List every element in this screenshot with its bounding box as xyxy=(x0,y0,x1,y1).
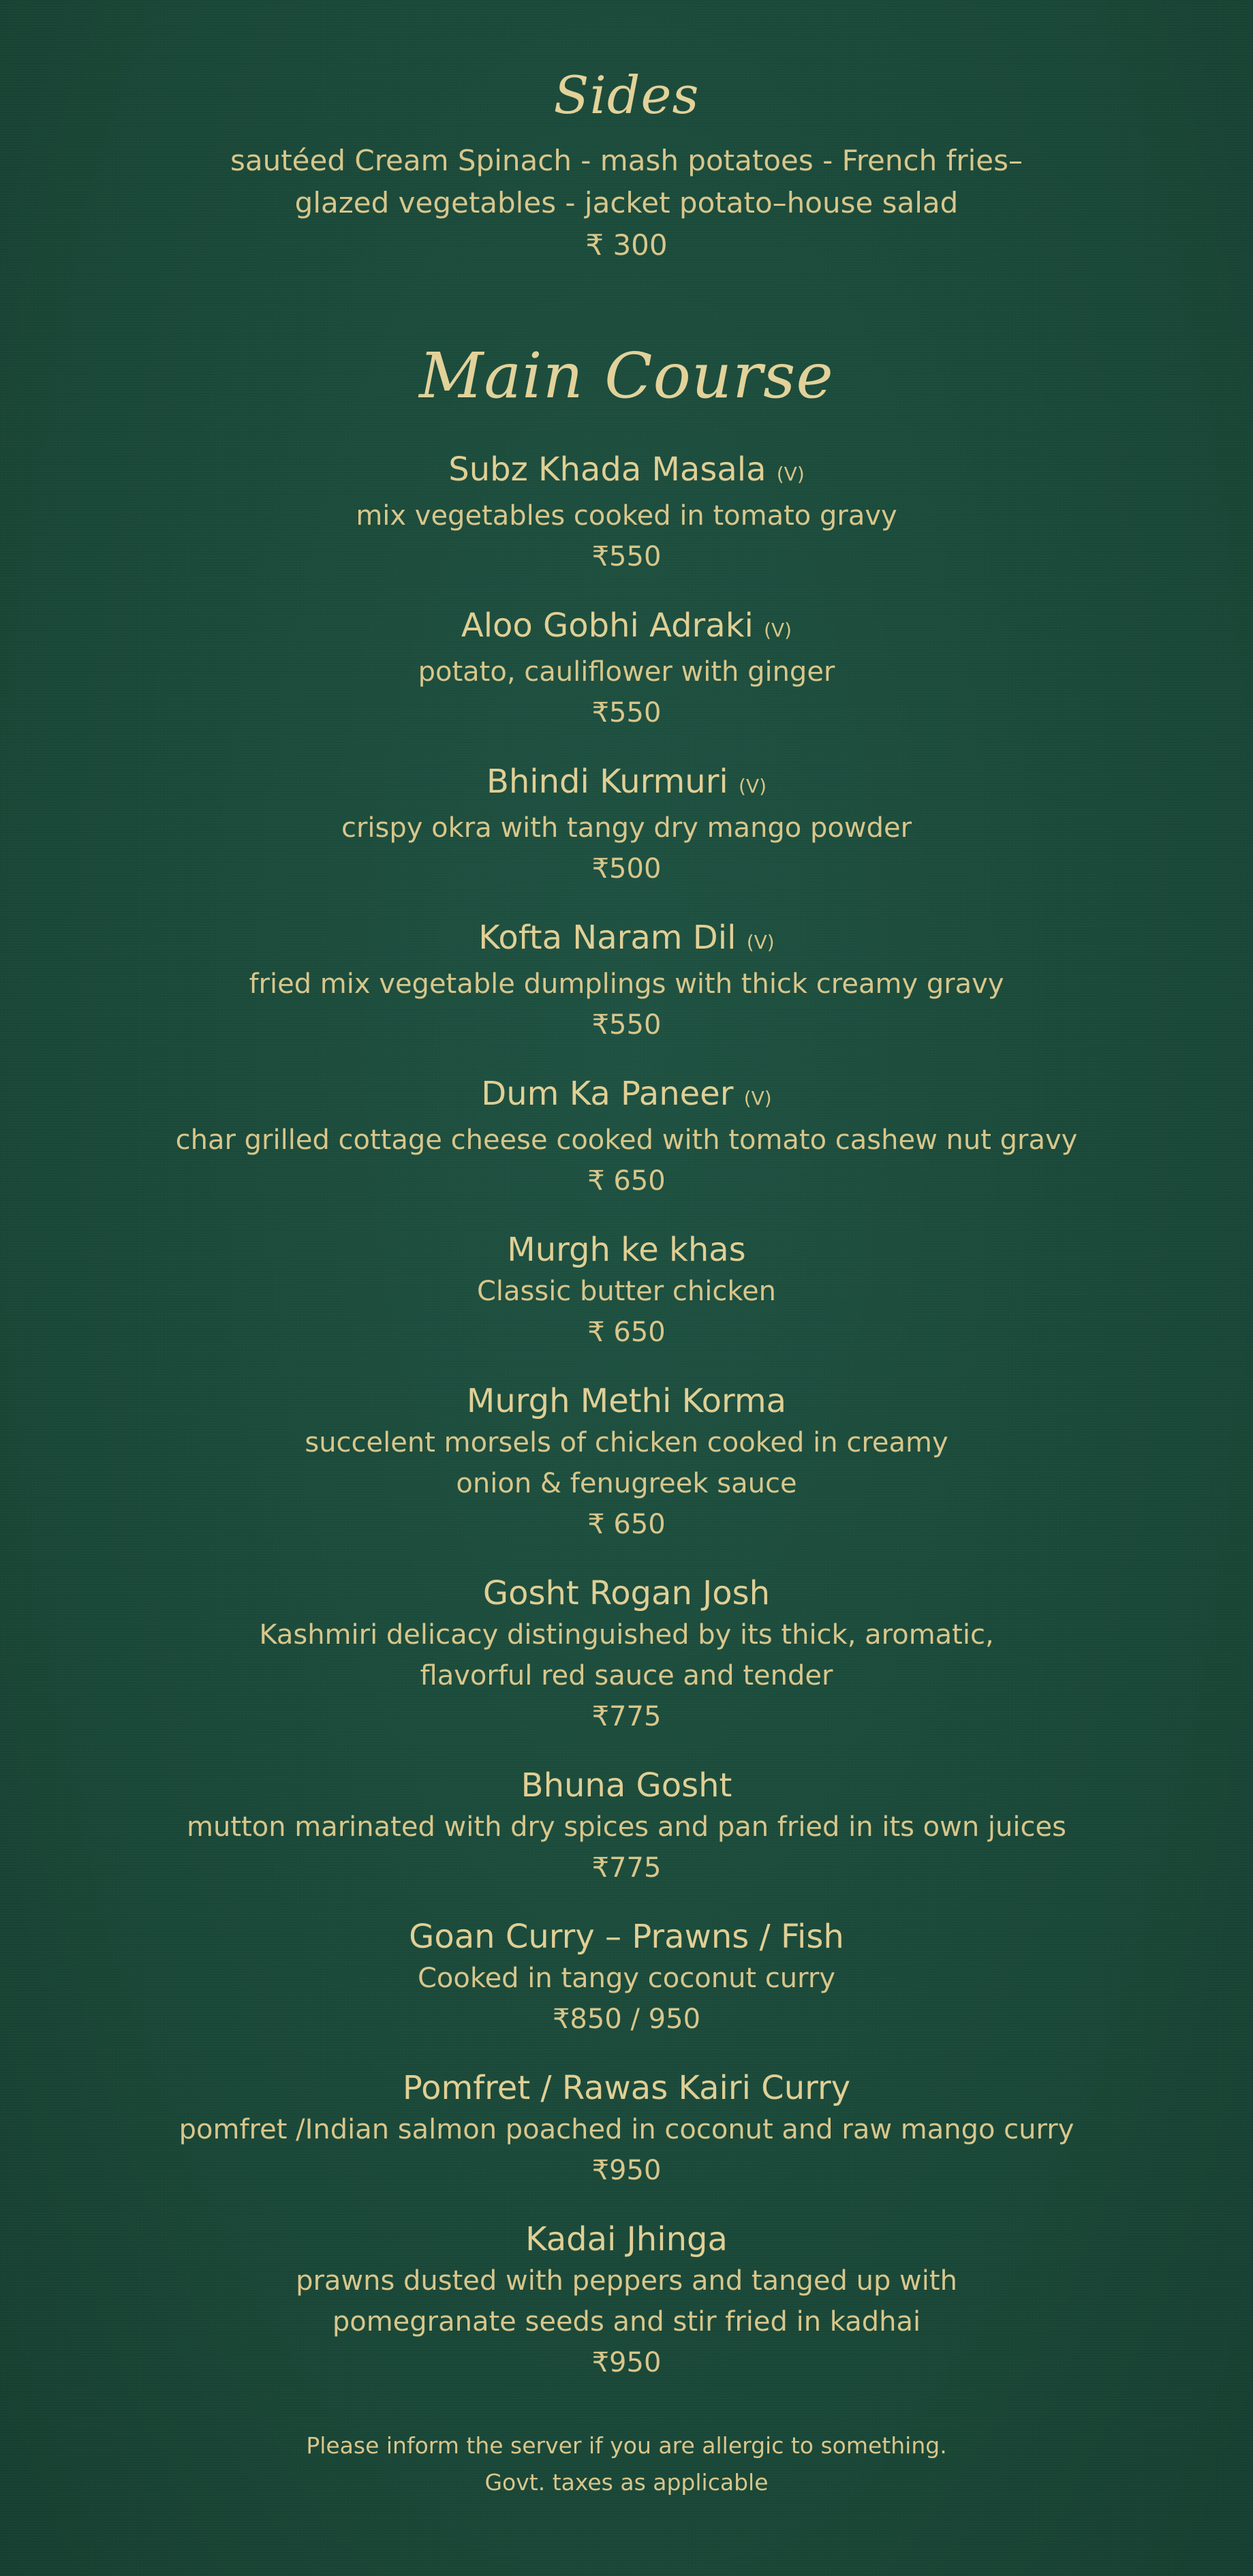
sides-heading: Sides xyxy=(553,65,700,125)
vegetarian-tag: (V) xyxy=(776,463,805,485)
menu-item-description: pomegranate seeds and stir fried in kadhai xyxy=(332,2306,921,2337)
menu-item-price: ₹775 xyxy=(591,1852,662,1884)
menu-item xyxy=(0,1572,1253,1737)
menu-item-description: Kashmiri delicacy distinguished by its thick, aromatic, xyxy=(259,1619,994,1651)
menu-item-title xyxy=(0,2218,1253,2260)
menu-item-name: Murgh ke khas xyxy=(507,1231,746,1269)
main-course-list xyxy=(0,448,1253,2410)
menu-item-description: Classic butter chicken xyxy=(476,1276,777,1307)
menu-item xyxy=(0,604,1253,733)
menu-item-description: char grilled cottage cheese cooked with tomato cashew nut gravy xyxy=(175,1124,1078,1156)
menu-item-price: ₹950 xyxy=(591,2347,662,2378)
menu-item-name: Murgh Methi Korma xyxy=(466,1382,787,1420)
tax-note: Govt. taxes as applicable xyxy=(484,2469,769,2496)
menu-item-description: pomfret /Indian salmon poached in coconut and raw mango curry xyxy=(179,2114,1074,2145)
menu-item-price: ₹550 xyxy=(591,1009,662,1041)
menu-item-description: flavorful red sauce and tender xyxy=(420,1660,833,1691)
menu-item-description: Cooked in tangy coconut curry xyxy=(417,1963,836,1994)
main-course-heading: Main Course xyxy=(419,339,834,412)
menu-item-description: crispy okra with tangy dry mango powder xyxy=(341,812,912,844)
allergy-note: Please inform the server if you are allergic to something. xyxy=(306,2432,947,2459)
menu-item-price: ₹550 xyxy=(591,697,662,729)
menu-item-name: Goan Curry – Prawns / Fish xyxy=(409,1918,844,1956)
menu-item-price: ₹850 / 950 xyxy=(552,2004,701,2035)
menu-item xyxy=(0,761,1253,889)
menu-item-title xyxy=(0,1916,1253,1958)
menu-item-name: Pomfret / Rawas Kairi Curry xyxy=(402,2069,851,2107)
menu-item-description: potato, cauliflower with ginger xyxy=(418,656,835,688)
menu-item-name: Kadai Jhinga xyxy=(525,2220,728,2258)
menu-item xyxy=(0,448,1253,577)
menu-item-price: ₹950 xyxy=(591,2155,662,2186)
menu-item-title xyxy=(0,917,1253,964)
menu-item-title xyxy=(0,1073,1253,1120)
sides-line: glazed vegetables - jacket potato–house salad xyxy=(294,186,959,219)
menu-item-title xyxy=(0,1229,1253,1271)
sides-price: ₹ 300 xyxy=(585,228,668,262)
menu-item-title xyxy=(0,604,1253,651)
menu-item-description: mutton marinated with dry spices and pan fried in its own juices xyxy=(187,1811,1066,1843)
menu-item-description: fried mix vegetable dumplings with thick creamy gravy xyxy=(249,968,1004,1000)
sides-line: sautéed Cream Spinach - mash potatoes - French fries– xyxy=(230,144,1023,177)
menu-item-title xyxy=(0,761,1253,808)
menu-item-title xyxy=(0,448,1253,495)
menu-item xyxy=(0,917,1253,1045)
menu-item-title xyxy=(0,1764,1253,1807)
menu-item-price: ₹500 xyxy=(591,853,662,885)
menu-item xyxy=(0,1073,1253,1201)
menu-item-name: Kofta Naram Dil xyxy=(478,919,737,957)
vegetarian-tag: (V) xyxy=(746,931,775,953)
menu-item xyxy=(0,1380,1253,1545)
menu-item-price: ₹ 650 xyxy=(587,1317,666,1348)
menu-item-price: ₹ 650 xyxy=(587,1509,666,1540)
menu-item-description: onion & fenugreek sauce xyxy=(456,1468,797,1499)
vegetarian-tag: (V) xyxy=(743,1087,772,1109)
menu-item xyxy=(0,1229,1253,1353)
menu-item xyxy=(0,1916,1253,2040)
vegetarian-tag: (V) xyxy=(764,619,792,641)
menu-item-name: Dum Ka Paneer xyxy=(481,1075,734,1113)
menu-item-name: Bhindi Kurmuri xyxy=(486,763,728,801)
menu-item-description: mix vegetables cooked in tomato gravy xyxy=(356,500,897,532)
menu-item-name: Subz Khada Masala xyxy=(448,450,767,489)
menu-item-name: Aloo Gobhi Adraki xyxy=(461,607,754,645)
menu-item-name: Gosht Rogan Josh xyxy=(482,1574,771,1612)
menu-item xyxy=(0,1764,1253,1888)
menu-item-title xyxy=(0,1380,1253,1422)
menu-item-title xyxy=(0,1572,1253,1614)
menu-item-name: Bhuna Gosht xyxy=(521,1766,732,1805)
menu-item xyxy=(0,2067,1253,2191)
menu-item-description: succelent morsels of chicken cooked in creamy xyxy=(305,1427,948,1458)
menu-item-description: prawns dusted with peppers and tanged up with xyxy=(296,2265,957,2297)
vegetarian-tag: (V) xyxy=(739,775,767,797)
menu-item xyxy=(0,2218,1253,2383)
menu-item-price: ₹775 xyxy=(591,1701,662,1732)
menu-item-price: ₹ 650 xyxy=(587,1165,666,1197)
menu-item-price: ₹550 xyxy=(591,541,662,572)
menu-item-title xyxy=(0,2067,1253,2109)
footer-note xyxy=(0,2427,1253,2501)
sides-description xyxy=(0,140,1253,266)
